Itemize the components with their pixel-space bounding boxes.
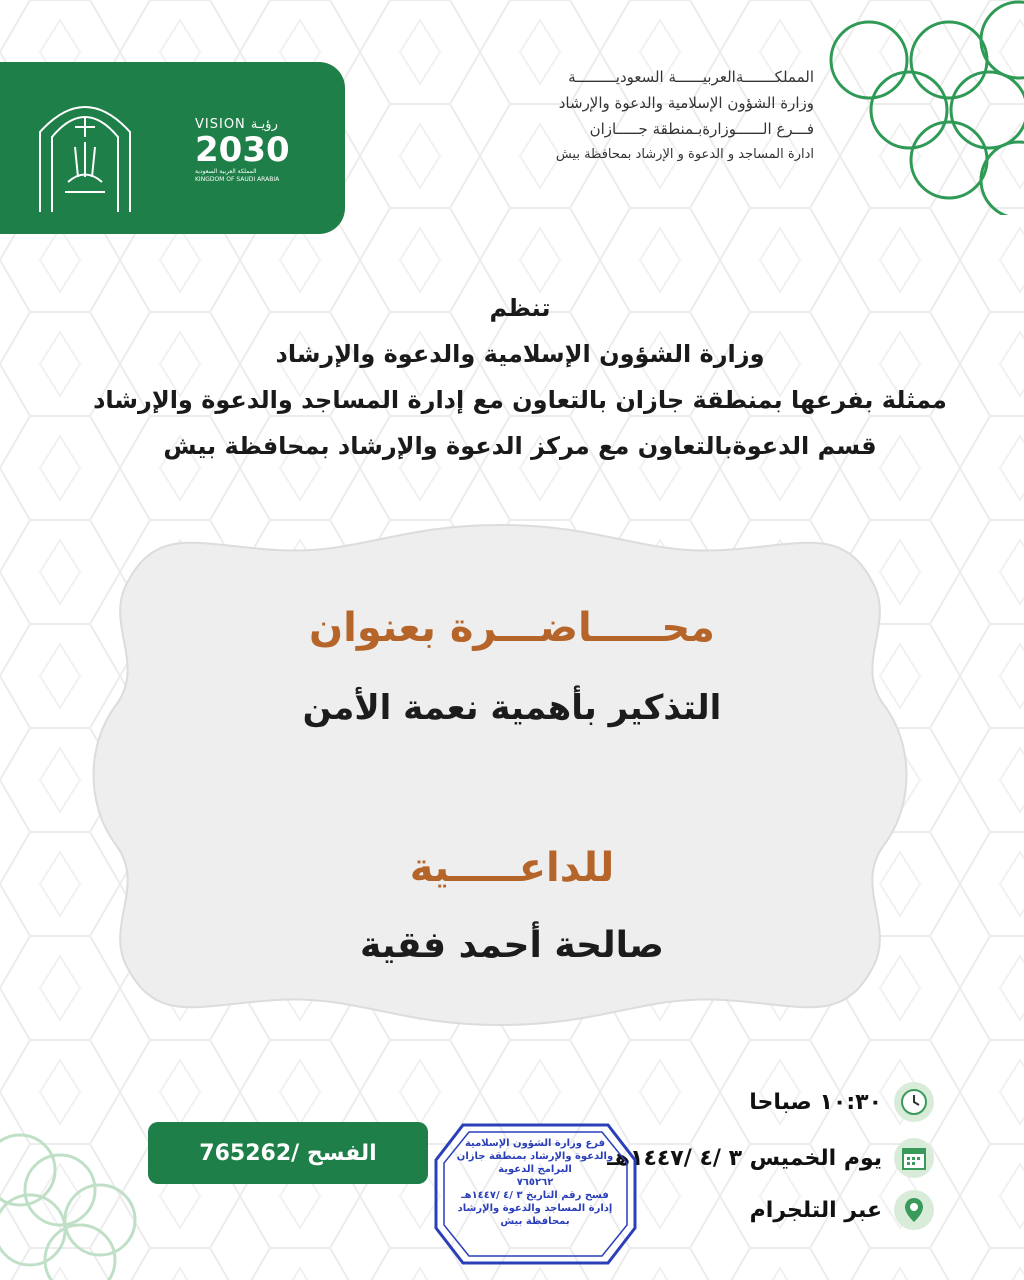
stamp-line: والدعوة والإرشاد بمنطقة جازان [456, 1151, 614, 1162]
ministry-header [474, 64, 814, 168]
speaker-label: للداعـــــية [409, 845, 615, 891]
calendar-icon [894, 1138, 934, 1178]
vision-subtitle-ar: المملكة العربية السعودية [195, 168, 257, 175]
stamp-text [445, 1137, 625, 1228]
stamp-line: إدارة المساجد والدعوة والإرشاد [457, 1203, 613, 1214]
lecture-title: التذكير بأهمية نعمة الأمن [302, 688, 722, 728]
time-row [749, 1082, 934, 1122]
vision-year: 2030 [195, 130, 290, 170]
event-location: عبر التلجرام [749, 1197, 882, 1223]
clearance-badge: الفسح /765262 [148, 1122, 428, 1184]
vision-subtitle-en: KINGDOM OF SAUDI ARABIA [195, 176, 280, 183]
stamp-line: البرامج الدعوية [498, 1164, 572, 1175]
intro-line: وزارة الشؤون الإسلامية والدعوة والإرشاد [275, 340, 765, 368]
header-line: فـــرع الــــــوزارةبـمنطقة جـــــازان [589, 120, 814, 138]
location-row [750, 1190, 934, 1230]
stamp-line: ٧٦٥٢٦٢ [516, 1177, 554, 1188]
corner-ornament-top [829, 0, 1024, 215]
header-line: وزارة الشؤون الإسلامية والدعوة والإرشاد [558, 94, 814, 112]
header-line: ادارة المساجد و الدعوة و الإرشاد بمحافظة بيش [555, 147, 814, 162]
vision-2030-logo [195, 117, 290, 184]
event-date: يوم الخميس ٣ /٤ /١٤٤٧هـ [607, 1145, 882, 1171]
corner-ornament-bottom [0, 1130, 160, 1280]
header-line: المملكـــــــةالعربيــــــة السعوديـــــــــة [568, 68, 814, 86]
intro-line: قسم الدعوةبالتعاون مع مركز الدعوة والإرشاد بمحافظة بيش [163, 432, 877, 460]
speaker-name: صالحة أحمد فقية [360, 925, 664, 966]
vision-title: VISION رؤيـة [195, 117, 278, 132]
lecture-label: محـــــاضـــرة بعنوان [309, 605, 715, 651]
logo-panel [0, 62, 345, 234]
stamp-line: بمحافظة بيش [500, 1216, 570, 1227]
intro-line: تنظم [489, 294, 551, 322]
ministry-emblem-icon [30, 87, 140, 212]
clock-icon [894, 1082, 934, 1122]
intro-line: ممثلة بفرعها بمنطقة جازان بالتعاون مع إدارة المساجد والدعوة والإرشاد [93, 386, 947, 414]
location-pin-icon [894, 1190, 934, 1230]
date-row [607, 1138, 934, 1178]
stamp-line: فسح رقم التاريخ ٣ /٤ /١٤٤٧هـ [461, 1190, 609, 1201]
organizer-intro [70, 285, 970, 469]
stamp-line: فرع وزارة الشؤون الإسلامية [464, 1138, 606, 1149]
event-time: ١٠:٣٠ صباحا [749, 1089, 882, 1115]
